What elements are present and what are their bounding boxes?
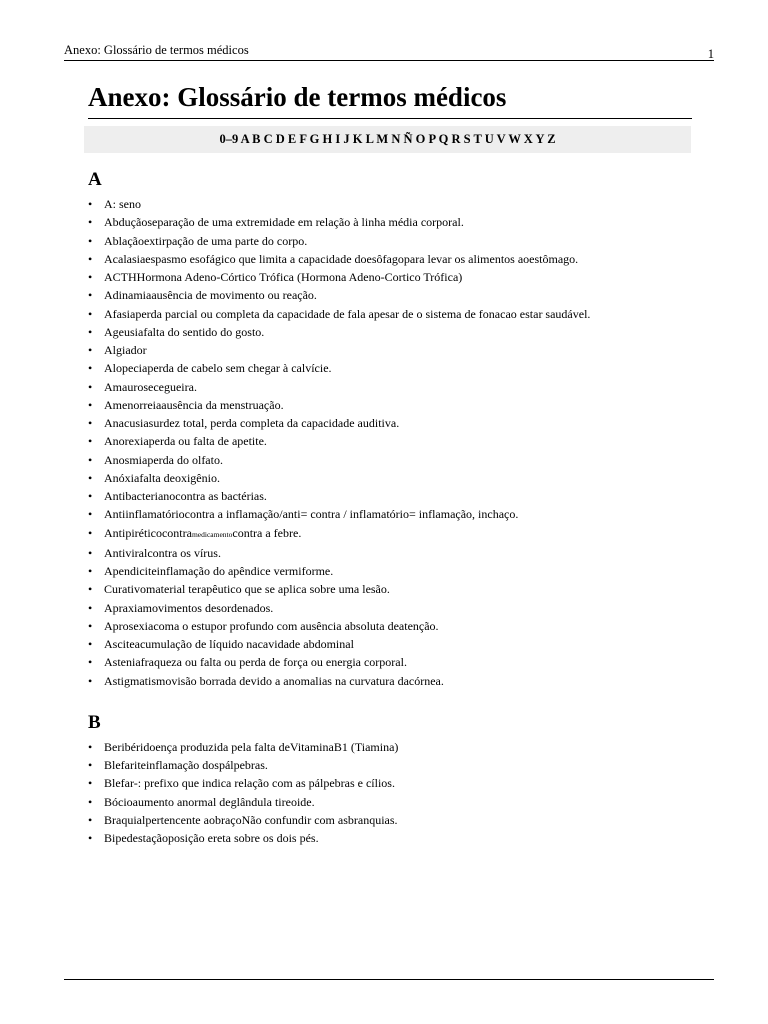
alphabet-link[interactable]: G [309,132,320,146]
alphabet-link[interactable]: D [275,132,285,146]
alphabet-link[interactable]: K [352,132,363,146]
alphabet-link[interactable]: N [391,132,401,146]
list-item: • Blefariteinflamação dospálpebras. [88,756,692,774]
term-text: Antipiréticocontra [104,525,192,540]
list-item: • Apendiciteinflamação do apêndice vermiforme. [88,562,692,580]
alphabet-link[interactable]: V [496,132,506,146]
list-item: • Alopeciaperda de cabelo sem chegar à calvície. [88,359,692,377]
list-item: • Amenorreiaausência da menstruação. [88,396,692,414]
section-heading-b: B [88,711,101,733]
list-item: • Asciteacumulação de líquido nacavidade abdominal [88,635,692,653]
alphabet-link[interactable]: R [451,132,461,146]
term-list-a [88,195,692,690]
running-header [64,42,714,61]
list-item: • Antiviralcontra os vírus. [88,544,692,562]
list-item: • Blefar-: prefixo que indica relação com as pálpebras e cílios. [88,774,692,792]
list-item: • A: seno [88,195,692,213]
list-item: • Braquialpertencente aobraçoNão confundir com asbranquias. [88,811,692,829]
alphabet-link[interactable]: J [343,132,350,146]
list-item: • Antibacterianocontra as bactérias. [88,487,692,505]
alphabet-link[interactable]: M [376,132,389,146]
header-rule [64,60,714,61]
running-title: Anexo: Glossário de termos médicos [64,43,249,57]
list-item: • Bócioaumento anormal deglândula tireoide. [88,793,692,811]
list-item: • Apraxiamovimentos desordenados. [88,599,692,617]
list-item: • Aprosexiacoma o estupor profundo com ausência absoluta deatenção. [88,617,692,635]
term-list-b [88,738,692,848]
page-number: 1 [707,47,714,61]
alphabet-link[interactable]: H [322,132,333,146]
list-item: • Beribéridoença produzida pela falta deVitaminaB1 (Tiamina) [88,738,692,756]
alphabet-link[interactable]: X [523,132,533,146]
alphabet-link[interactable]: E [287,132,297,146]
alphabet-link[interactable]: O [415,132,426,146]
alphabet-link[interactable]: B [252,132,261,146]
alphabet-index [84,126,691,153]
alphabet-link[interactable]: A [240,132,249,146]
page-content [88,80,692,847]
list-item: • Bipedestaçãoposição ereta sobre os dois pés. [88,829,692,847]
list-item: • Antiinflamatóriocontra a inflamação/anti= contra / inflamatório= inflamação, inchaço. [88,505,692,523]
list-item: • Afasiaperda parcial ou completa da capacidade de fala apesar de o sistema de fonacao estar saudável. [88,305,692,323]
list-item: • Acalasiaespasmo esofágico que limita a capacidade doesôfagopara levar os alimentos aoestômago. [88,250,692,268]
list-item: • Ablaçãoextirpação de uma parte do corpo. [88,232,692,250]
alphabet-link[interactable]: U [484,132,494,146]
list-item: • Anosmiaperda do olfato. [88,451,692,469]
alphabet-link[interactable]: W [508,132,521,146]
list-item: • Curativomaterial terapêutico que se aplica sobre uma lesão. [88,580,692,598]
alphabet-link[interactable]: F [299,132,307,146]
list-item: • Anorexiaperda ou falta de apetite. [88,432,692,450]
alphabet-link[interactable]: L [365,132,374,146]
alphabet-link[interactable]: Z [547,132,556,146]
term-small-text: medicamento [191,529,233,539]
list-item: • Astigmatismovisão borrada devido a anomalias na curvatura dacórnea. [88,672,692,690]
alphabet-link[interactable]: C [263,132,273,146]
list-item: • Algiador [88,341,692,359]
section-heading-a: A [88,169,102,190]
alphabet-link[interactable]: I [335,132,341,146]
list-item: • ACTHHormona Adeno-Córtico Trófica (Hormona Adeno-Cortico Trófica) [88,268,692,286]
list-item: • Anacusiasurdez total, perda completa da capacidade auditiva. [88,414,692,432]
footer-rule [64,979,714,980]
alphabet-link[interactable]: S [463,132,471,146]
page-title: Anexo: Glossário de termos médicos [88,80,692,119]
alphabet-link[interactable]: Q [438,132,449,146]
alphabet-link[interactable]: P [428,132,436,146]
list-item: • Anóxiafalta deoxigênio. [88,469,692,487]
list-item: • Asteniafraqueza ou falta ou perda de força ou energia corporal. [88,653,692,671]
alphabet-link[interactable]: Ñ [403,132,413,146]
alphabet-link[interactable]: Y [535,132,545,146]
list-item: • Abduçãoseparação de uma extremidade em relação à linha média corporal. [88,213,692,231]
list-item: • Ageusiafalta do sentido do gosto. [88,323,692,341]
alphabet-link[interactable]: T [473,132,482,146]
alphabet-link[interactable]: 0–9 [219,132,239,146]
list-item: • Amaurosecegueira. [88,378,692,396]
list-item: • Adinamiaausência de movimento ou reação. [88,286,692,304]
list-item [88,524,692,544]
term-text: contra a febre. [232,525,302,540]
